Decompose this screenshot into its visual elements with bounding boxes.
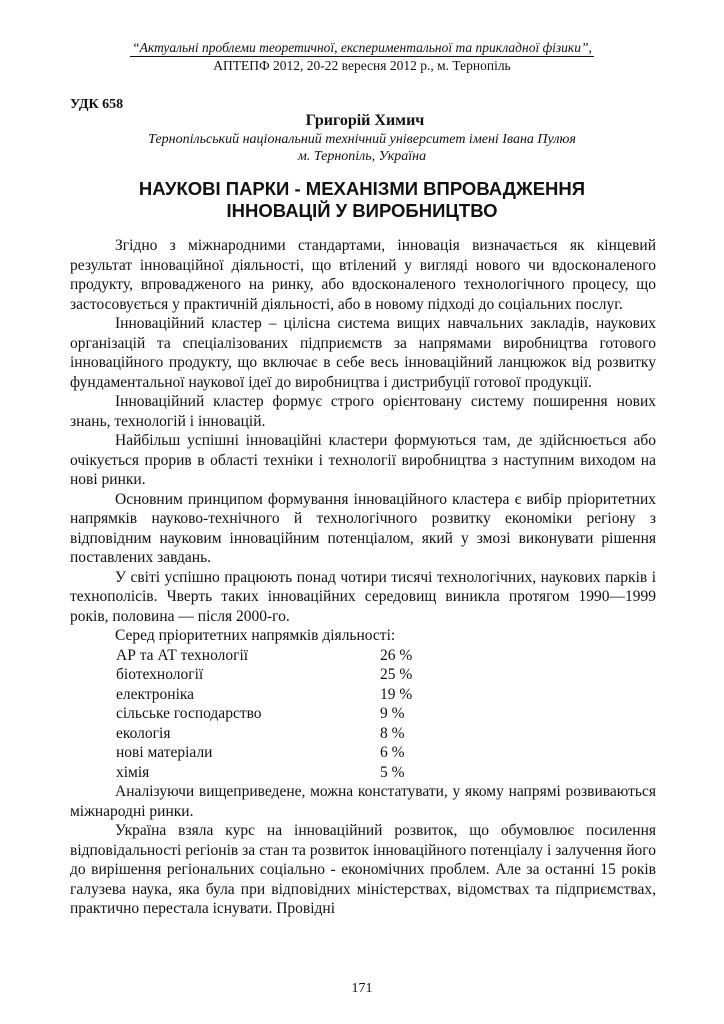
paragraph: Згідно з міжнародними стандартами, інновація визначається як кінцевий результат інноваційної діяльності, що втілений у вигляді нового чи вдосконаленого продукту, впровадженого на ринку, або вдосконаленого технологічного процесу, що застосовується у практичній діяльності, або в новому підході до соціальних послуг. <box>70 237 656 313</box>
priority-name: хімія <box>116 763 150 781</box>
priority-percent: 6 % <box>380 744 405 761</box>
priority-name: біотехнології <box>116 666 204 683</box>
table-row <box>116 665 456 685</box>
table-row <box>116 704 456 724</box>
affiliation-city: м. Тернопіль, Україна <box>297 149 427 164</box>
affiliation <box>0 131 724 165</box>
title-line-2: ІННОВАЦІЙ У ВИРОБНИЦТВО <box>226 200 498 221</box>
page-number: 171 <box>351 981 373 996</box>
priorities-intro: Серед пріоритетних напрямків діяльності: <box>115 627 396 644</box>
priority-percent: 9 % <box>380 705 405 722</box>
paragraph: Найбільш успішні інноваційні кластери формуються там, де здійснюється або очікується прорив в області техніки і технології виробництва з наступним виходом на нові ринки. <box>70 432 656 488</box>
conference-event: АПТЕПФ 2012, 20-22 вересня 2012 р., м. Тернопіль <box>213 58 511 73</box>
table-row <box>116 685 456 705</box>
priority-name: екологія <box>116 724 171 742</box>
article-body <box>70 236 656 919</box>
paragraph: Аналізуючи вищеприведене, можна констатувати, у якому напрямі розвиваються міжнародні ринки. <box>70 783 656 820</box>
paragraph: Основним принципом формування інноваційного кластера є вибір пріоритетних напрямків науково-технічного й технологічного розвитку економіки регіону з відповідним науковим інноваційним потенціалом, який у змозі виконувати рішення поставлених завдань. <box>70 490 656 566</box>
paper-title <box>0 178 724 222</box>
priority-percent: 19 % <box>380 685 413 703</box>
title-line-1: НАУКОВІ ПАРКИ - МЕХАНІЗМИ ВПРОВАДЖЕННЯ <box>138 178 586 199</box>
priority-percent: 5 % <box>380 763 405 781</box>
priorities-table <box>116 646 456 783</box>
table-row <box>116 646 456 666</box>
table-row <box>116 763 456 783</box>
udk-code: УДК 658 <box>70 97 124 112</box>
priority-name: нові матеріали <box>116 744 213 761</box>
paragraph: Інноваційний кластер – цілісна система вищих навчальних закладів, наукових організацій та спеціалізованих підприємств за напрямами виробництва готового інноваційного продукту, що включає в себе весь інноваційний ланцюжок від розвитку фундаментальної наукової ідеї до виробництва і дистрибуції готової продукції. <box>70 315 656 391</box>
conference-series: “Актуальні проблеми теоретичної, експериментальної та прикладної фізики”, <box>132 40 592 55</box>
affiliation-institution: Тернопільський національний технічний університет імені Івана Пулюя <box>148 132 576 147</box>
priority-name: АР та АТ технології <box>116 646 249 664</box>
paragraph: Україна взяла курс на інноваційний розвиток, що обумовлює посилення відповідальності регіонів за стан та розвиток інноваційного потенціалу і залучення його до вирішення регіональних соціально - економічних проблем. Але за останні 15 років галузева наука, яка була при відповідних міністерствах, відомствах та підприємствах, практично перестала існувати. Провідні <box>70 822 656 917</box>
priority-percent: 25 % <box>380 666 413 683</box>
conference-header <box>0 40 724 74</box>
priority-percent: 26 % <box>380 646 413 664</box>
table-row <box>116 724 456 744</box>
paragraph: У світі успішно працюють понад чотири тисячі технологічних, наукових парків і технополісів. Чверть таких інноваційних середовищ виникла протягом 1990—1999 років, половина — після 2000-го. <box>70 568 656 625</box>
author-name: Григорій Химич <box>305 112 425 129</box>
priority-name: електроніка <box>116 685 195 703</box>
priority-name: сільське господарство <box>116 705 262 722</box>
table-row <box>116 743 456 763</box>
priority-percent: 8 % <box>380 724 405 742</box>
paragraph: Інноваційний кластер формує строго орієнтовану систему поширення нових знань, технологій і інновацій. <box>70 393 656 430</box>
